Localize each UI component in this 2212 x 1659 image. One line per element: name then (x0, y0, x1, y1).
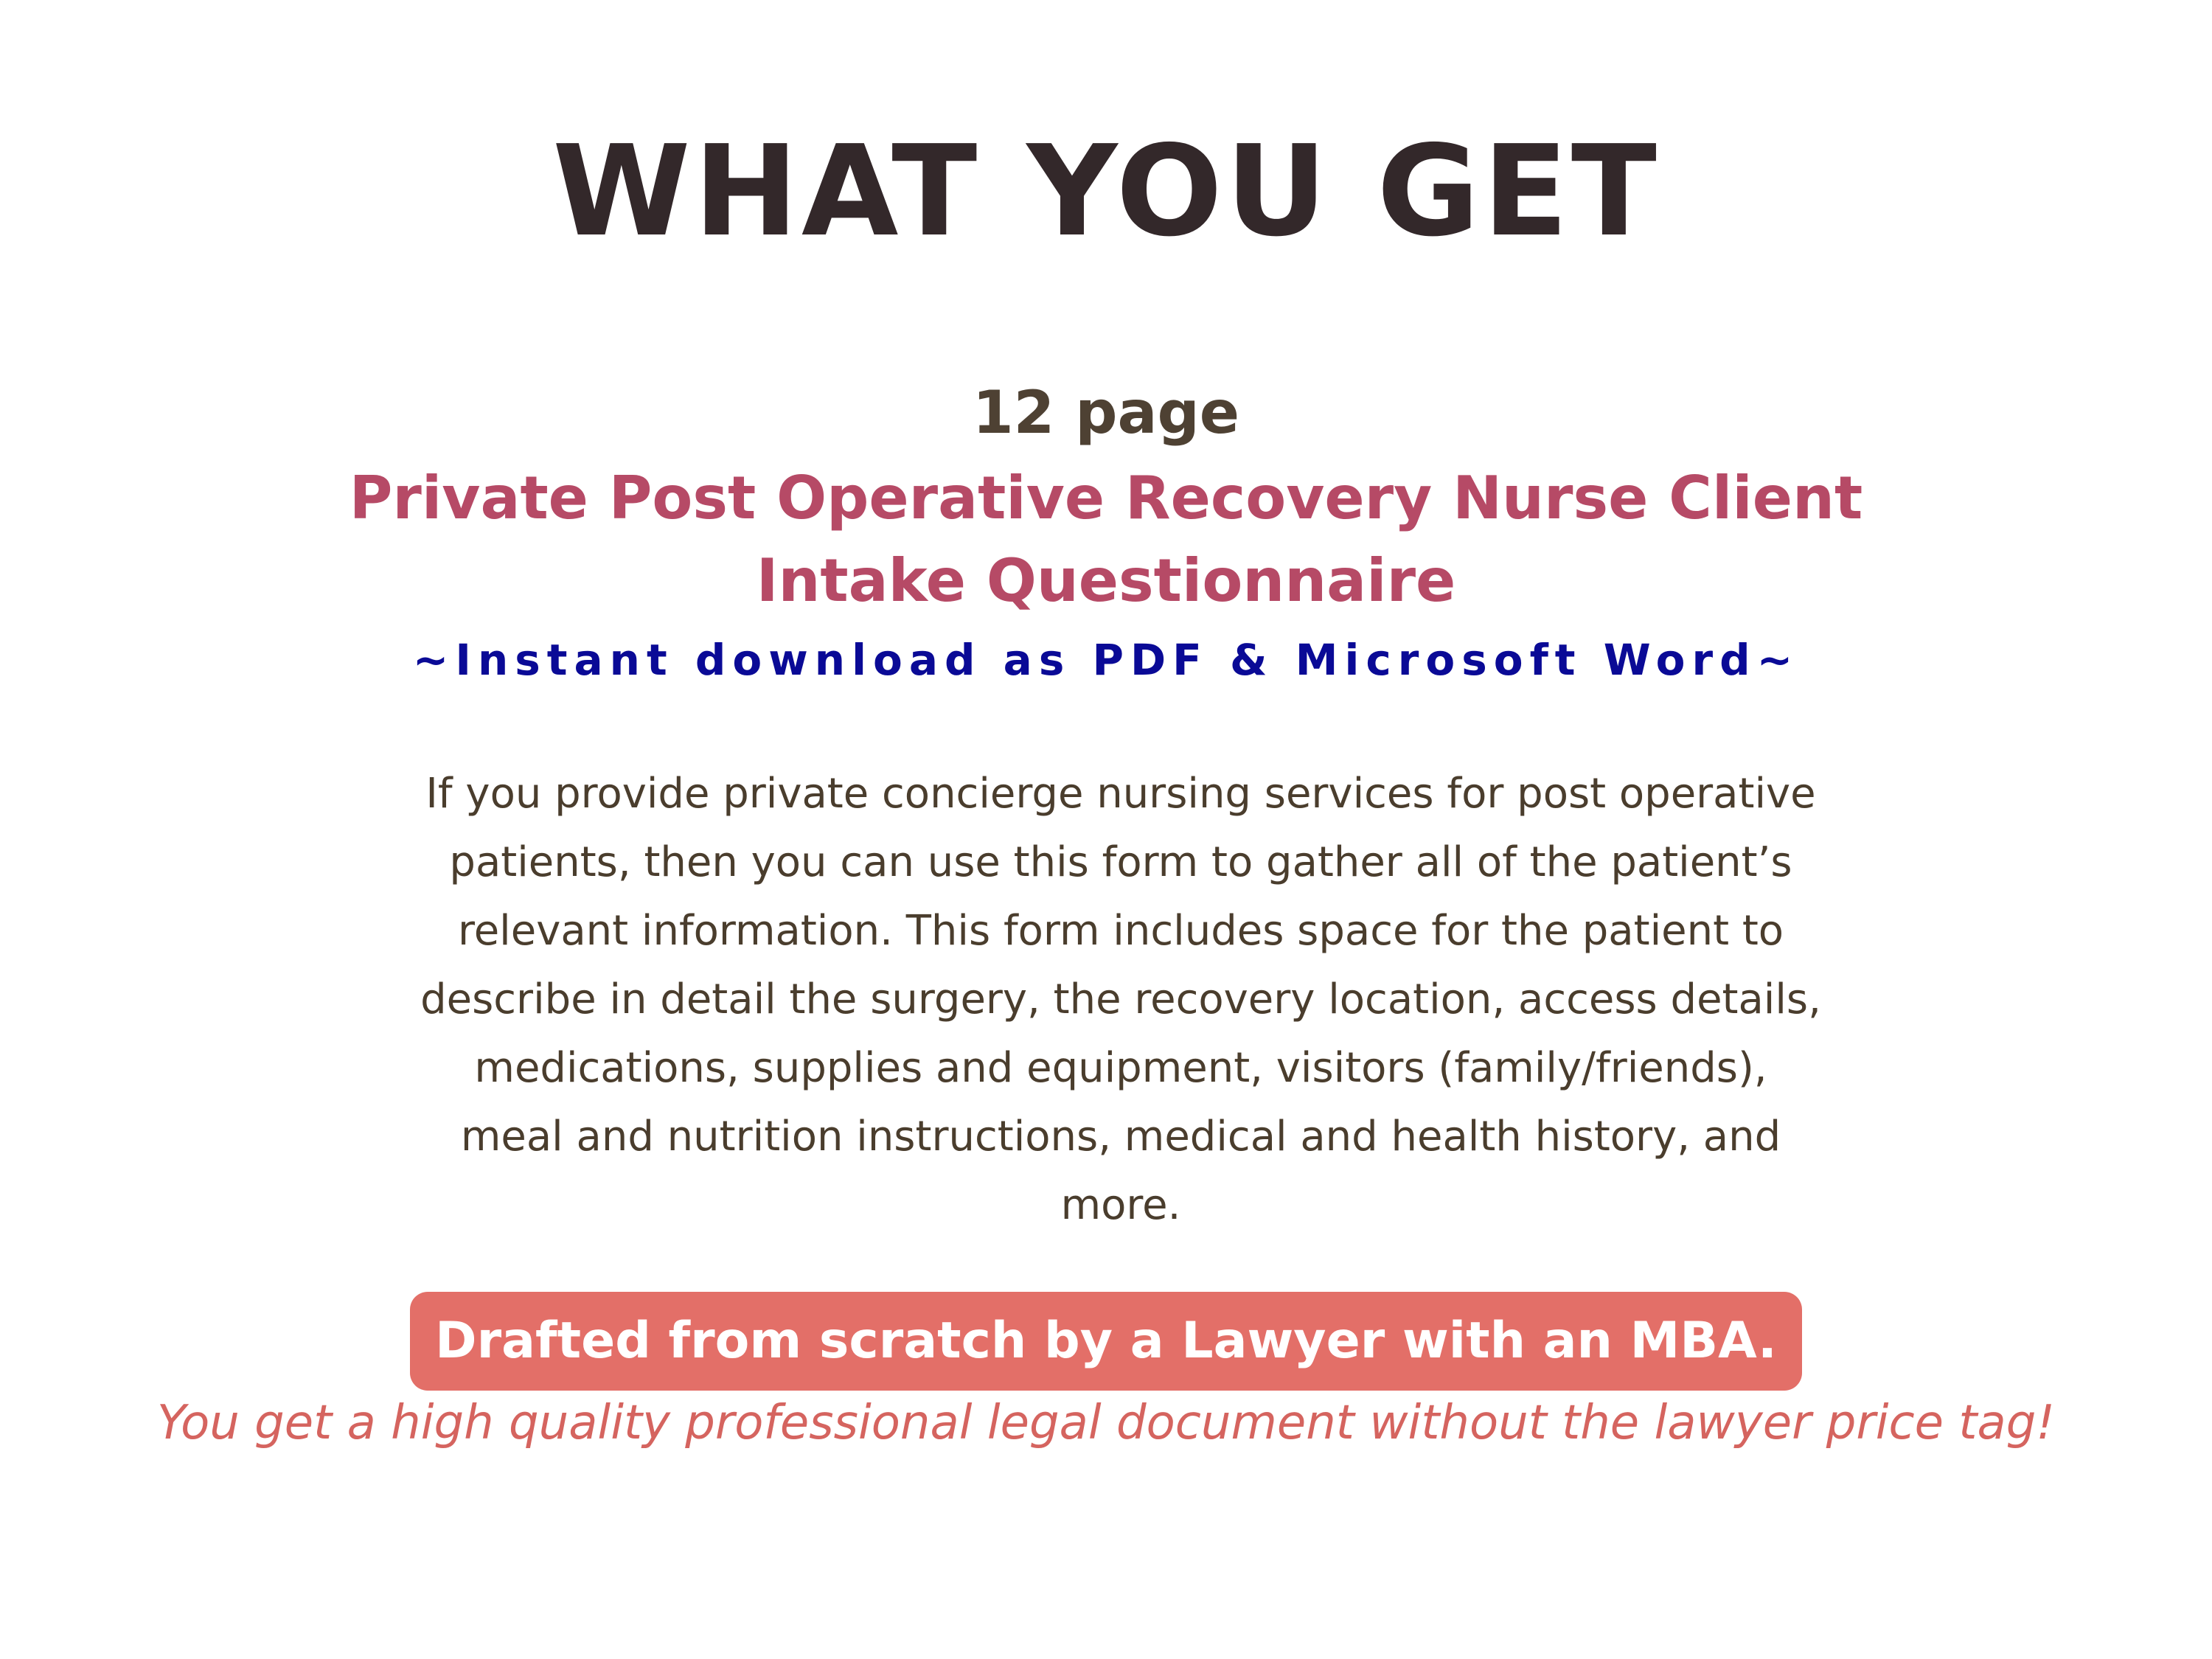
download-format-line: ~Instant download as PDF & Microsoft Word~ (412, 635, 1800, 685)
page-count: 12 page (973, 378, 1239, 447)
document-title: Private Post Operative Recovery Nurse Client Intake Questionnaire (349, 464, 1863, 615)
tagline: You get a high quality professional legal document without the lawyer price tag! (157, 1396, 2055, 1450)
product-description: If you provide private concierge nursing services for post operative patients, then you can use this form to gather all of the patient’s relevant information. This form includes space for the patient to describe in detail the surgery, the recovery location, access details, medications, supplies and equipment, visitors (family/friends), meal and nutrition instructions, medical and health history, and more. (420, 770, 1821, 1229)
page-heading: WHAT YOU GET (552, 119, 1660, 265)
lawyer-badge: Drafted from scratch by a Lawyer with an MBA. (410, 1292, 1802, 1391)
badge-container (0, 1292, 2212, 1391)
